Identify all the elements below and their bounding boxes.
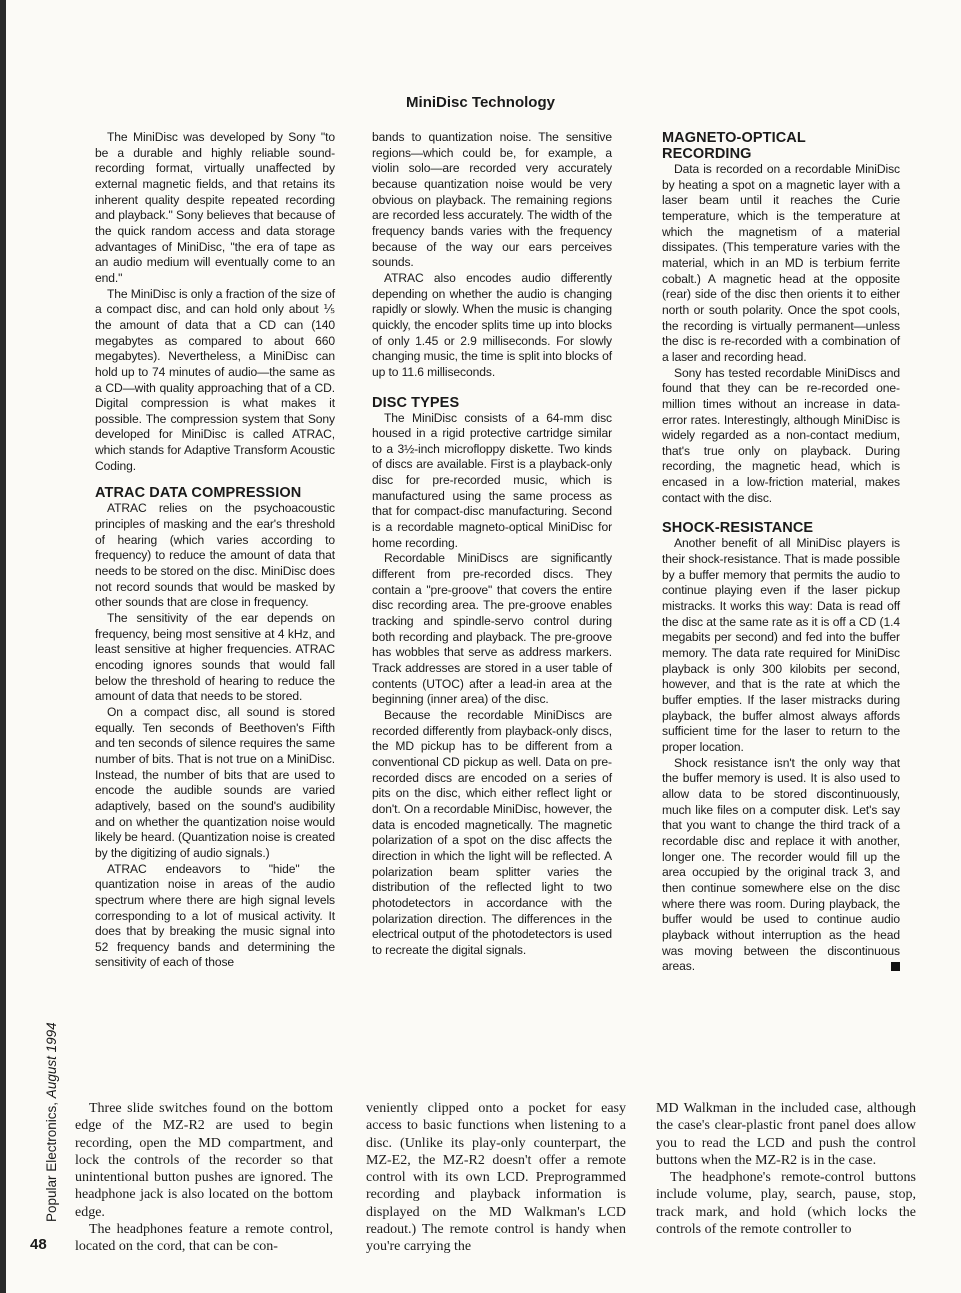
article-column-3 — [662, 130, 900, 975]
paragraph: ATRAC relies on the psychoacoustic principles of masking and the ear's threshold of hearing (which varies according to frequency) to reduce the amount of data that needs to be stored on the disc. MiniDisc does not record sounds that would be masked by other sounds that are close in frequency. — [95, 501, 335, 610]
side-caption — [44, 1022, 59, 1222]
paragraph: The MiniDisc is only a fraction of the size of a compact disc, and can hold only about ⅕ the amount of data that a CD can (140 megabytes as compared to about 660 megabytes). Nevertheless, a MiniDisc can hold up to 74 minutes of audio—the same as a CD—with quality approaching that of a CD. Digital compression is what makes it possible. The compression system that Sony developed for MiniDisc is called ATRAC, which stands for Adaptive Transform Acoustic Coding. — [95, 286, 335, 473]
section-heading-disc-types: DISC TYPES — [372, 394, 460, 411]
paragraph: The MiniDisc was developed by Sony "to be a durable and highly reliable sound-recording format, virtually unaffected by external magnetic fields, and that retains its inherent quality despite repeated recording and playback." Sony believes that because of the quick random access and data storage advantages of MiniDisc, "the era of tape as an audio medium will eventually come to an end." — [95, 130, 335, 285]
paragraph: Another benefit of all MiniDisc players is their shock-resistance. That is made possible by a buffer memory that permits the audio to continue playing even if the laser pickup mistracks. It works this way: Data is read off the disc at the same rate as it is off a CD (1.4 megabits per second) and fed into the buffer memory. The data rate required for MiniDisc playback is only 300 kilobits per second, however, and that is the rate at which the buffer empties. If the laser mistracks during playback, the buffer almost always affords sufficient time for the laser to return to the proper location. — [662, 536, 900, 754]
section-heading-shock-resistance: SHOCK-RESISTANCE — [662, 520, 814, 537]
page-number: 48 — [30, 1236, 47, 1253]
article-column-1 — [95, 130, 335, 971]
section-heading-atrac: ATRAC DATA COMPRESSION — [95, 485, 302, 502]
paragraph: bands to quantization noise. The sensitive regions—which could be, for example, a violin solo—are recorded very accurately because quantization noise would be very obvious on playback. The remaining regions are recorded less accurately. The width of the frequency bands varies with the frequency because of the way our ears perceives sounds. — [372, 130, 612, 270]
section-heading-recording: RECORDING — [662, 146, 752, 162]
paragraph: The MiniDisc consists of a 64-mm disc housed in a rigid protective cartridge similar to a 3½-inch microfloppy diskette. Two kinds of discs are available. First is a playback-only disc for pre-recorded music, which is manufactured using the same process as that for compact-disc manufacturing. Second is a recordable magneto-optical MiniDisc for home recording. — [372, 410, 612, 550]
caption-paragraph: veniently clipped onto a pocket for easy access to basic functions when listening to a disc. (Unlike its play-only counterpart, the MZ-E2, the MZ-R2 doesn't offer a remote control with its own LCD. Preprogrammed recording and playback information is displayed on the MD Walkman's LCD readout.) The remote control is handy when you're carrying the — [366, 1101, 626, 1255]
section-heading-magneto-optical: MAGNETO-OPTICAL — [662, 130, 806, 146]
caption-column-1 — [75, 1100, 333, 1256]
caption-paragraph: The headphones feature a remote control, located on the cord, that can be con- — [75, 1222, 333, 1255]
caption-column-2 — [366, 1100, 626, 1256]
caption-paragraph: Three slide switches found on the bottom edge of the MZ-R2 are used to begin recording, open the MD compartment, and lock the controls of the recorder so that unintentional button pushes are ignored. The headphone jack is also located on the bottom edge. — [75, 1101, 333, 1220]
paragraph: Data is recorded on a recordable MiniDisc by heating a spot on a magnetic layer with a laser beam until it reaches the Curie temperature, which is the temperature at which the magnetism of a material dissipates. (This temperature varies with the material, which in an MD is terbium ferrite cobalt.) A magnetic head at the opposite (rear) side of the disc then orients it to either north or south polarity. Once the spot cools, the recording is virtually permanent—unless the disc is re-recorded with a combination of a laser and recording head. — [662, 162, 900, 364]
issue-date: August 1994 — [44, 1022, 59, 1099]
caption-paragraph: MD Walkman in the included case, although the case's clear-plastic front panel does allow you to read the LCD and push the control buttons when the MZ-R2 is in the case. — [656, 1101, 916, 1168]
paragraph: On a compact disc, all sound is stored equally. Ten seconds of Beethoven's Fifth and ten seconds of silence requires the same number of bits. That is not true on a MiniDisc. Instead, the number of bits that are used to encode the audible sounds are varied adaptively, based on the sound's audibility and on whether the quantization noise would likely be heard. (Quantization noise is created by the digitizing of audio signals.) — [95, 704, 335, 860]
paragraph: The sensitivity of the ear depends on frequency, being most sensitive at 4 kHz, and least sensitive at higher frequencies. ATRAC encoding ignores sounds that would fall below the threshold of hearing to reduce the amount of data that needs to be stored. — [95, 611, 335, 704]
article-column-2 — [372, 130, 612, 958]
paragraph: ATRAC endeavors to "hide" the quantization noise in areas of the audio spectrum where there are high signal levels corresponding to a lot of musical activity. It does that by breaking the music signal into 52 frequency bands and determining the sensitivity of each of those — [95, 861, 335, 970]
caption-paragraph: The headphone's remote-control buttons include volume, play, search, pause, stop, track mark, and hold (which locks the controls of the remote controller to — [656, 1170, 916, 1238]
paragraph: ATRAC also encodes audio differently depending on whether the audio is changing rapidly or slowly. When the music is changing quickly, the encoder splits time up into blocks of only 1.45 or 2.9 milliseconds. For slowly changing music, the time is split into blocks of up to 11.6 milliseconds. — [372, 270, 612, 379]
magazine-name: Popular Electronics, — [44, 1098, 59, 1222]
paragraph: Sony has tested recordable MiniDiscs and found that they can be re-recorded one-million times without an increase in data-error rates. Interestingly, although MiniDisc is widely regarded as a non-contact medium, that's true only on playback. During recording, the magnetic head, which is encased in a low-friction material, makes contact with the disc. — [662, 365, 900, 505]
paragraph: Because the recordable MiniDiscs are recorded differently from playback-only discs, the MD pickup has to be different from a conventional CD pickup as well. Data on pre-recorded discs are encoded on a series of pits on the disc, which either reflect light or don't. On a recordable MiniDisc, however, the data is encoded magnetically. The magnetic polarization of a spot on the disc affects the direction in which the light will be reflected. A polarization beam splitter varies the distribution of the reflected light to two photodetectors in accordance with the polarization direction. The differences in the electrical output of the photodetectors is used to recreate the digital signals. — [372, 707, 612, 957]
paragraph: Recordable MiniDiscs are significantly different from pre-recorded discs. They contain a "pre-groove" that covers the entire disc recording area. The pre-groove enables tracking and spindle-servo control during both recording and playback. The pre-groove has wobbles that serve as address markers. Track addresses are stored in a user table of contents (UTOC) after a lead-in area at the beginning (inner area) of the disc. — [372, 551, 612, 707]
running-head: MiniDisc Technology — [406, 94, 555, 111]
end-of-article-mark — [891, 962, 900, 971]
paragraph — [662, 756, 900, 975]
paragraph-text: Shock resistance isn't the only way that the buffer memory is used. It is also used to allow data to be stored discontinuously, much like files on a computer disk. Let's say that you want to change the third track of a recordable disc and replace it with another, longer one. The recorder would fill up the area occupied by the original track 3, and then continue somewhere else on the disc where there was room. During playback, the buffer would be used to continue audio playback without interruption as the head was moving between the discontinuous areas. — [662, 755, 900, 974]
page-edge — [0, 0, 6, 1293]
caption-column-3 — [656, 1100, 916, 1238]
